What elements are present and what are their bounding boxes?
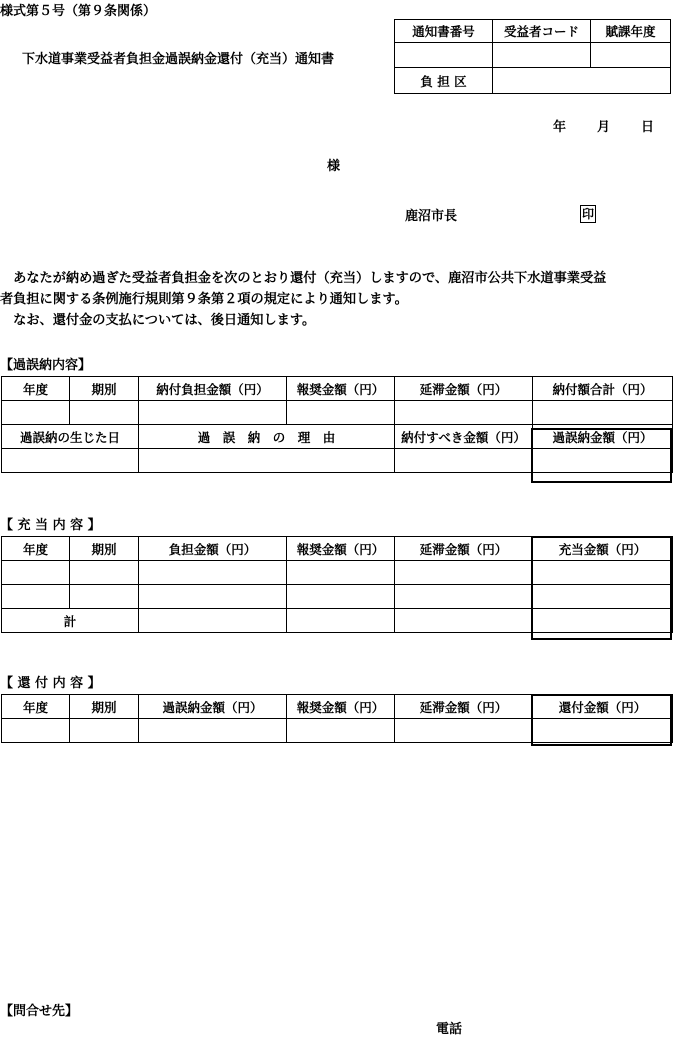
refund-header-period: 期別 [70, 695, 139, 719]
levy-year-cell [591, 43, 671, 68]
burden-area-label: 負 担 区 [395, 68, 493, 94]
overpayment-header-late-fee: 延滞金額（円） [395, 377, 533, 401]
refund-header-year: 年度 [2, 695, 70, 719]
beneficiary-code-cell [493, 43, 591, 68]
overpayment-header-due-amount: 納付すべき金額（円） [395, 425, 533, 449]
refund-header-refund-amount: 還付金額（円） [533, 695, 673, 719]
allocation-header-period: 期別 [70, 537, 139, 561]
allocation-section-title: 【 充 当 内 容 】 [0, 518, 101, 533]
allocation-header-allocated: 充当金額（円） [533, 537, 673, 561]
date-year: 年 [553, 120, 567, 135]
overpayment-table [1, 376, 673, 473]
refund-section-title: 【 還 付 内 容 】 [0, 676, 101, 691]
table-row [2, 585, 673, 609]
date-day: 日 [641, 120, 655, 135]
overpayment-header-year: 年度 [2, 377, 70, 401]
refund-header-overpaid: 過誤納金額（円） [139, 695, 287, 719]
contact-phone-label: 電話 [436, 1022, 463, 1037]
overpayment-header-period: 期別 [70, 377, 139, 401]
table-row [2, 561, 673, 585]
issuer-name: 鹿沼市長 [405, 209, 458, 224]
overpayment-header-paid-charge: 納付負担金額（円） [139, 377, 287, 401]
notice-number-cell [395, 43, 493, 68]
burden-area-cell [493, 68, 671, 94]
body-line-1: あなたが納め過ぎた受益者負担金を次のとおり還付（充当）しますので、鹿沼市公共下水道事業受益 [0, 271, 607, 286]
table-row [2, 609, 673, 633]
body-line-2: 者負担に関する条例施行規則第９条第２項の規定により通知します。 [0, 292, 408, 307]
notice-number-header: 通知書番号 [395, 20, 493, 43]
seal-icon: 印 [581, 207, 594, 221]
allocation-total-label: 計 [2, 609, 139, 633]
allocation-header-charge: 負担金額（円） [139, 537, 287, 561]
table-row [2, 719, 673, 743]
contact-title: 【問合せ先】 [0, 1004, 79, 1019]
overpayment-header-date: 過誤納の生じた日 [2, 425, 139, 449]
allocation-header-late-fee: 延滞金額（円） [395, 537, 533, 561]
levy-year-header: 賦課年度 [591, 20, 671, 43]
allocation-header-year: 年度 [2, 537, 70, 561]
refund-header-late-fee: 延滞金額（円） [395, 695, 533, 719]
notice-header-table [394, 19, 671, 94]
document-title: 下水道事業受益者負担金過誤納金還付（充当）通知書 [22, 52, 335, 67]
table-row [2, 449, 673, 473]
form-number: 様式第５号（第９条関係） [0, 4, 157, 19]
body-line-3: なお、還付金の支払については、後日通知します。 [0, 313, 316, 328]
overpayment-header-reward: 報奨金額（円） [287, 377, 395, 401]
allocation-table [1, 536, 673, 633]
overpayment-header-overpaid-amount: 過誤納金額（円） [533, 425, 673, 449]
addressee-suffix: 様 [327, 159, 341, 174]
overpayment-header-reason: 過 誤 納 の 理 由 [139, 425, 395, 449]
notice-body [0, 268, 673, 331]
seal-mark [580, 205, 596, 223]
table-row [2, 401, 673, 425]
refund-header-reward: 報奨金額（円） [287, 695, 395, 719]
refund-table [1, 694, 673, 743]
overpayment-section-title: 【過誤納内容】 [0, 358, 92, 373]
overpayment-header-paid-total: 納付額合計（円） [533, 377, 673, 401]
allocation-header-reward: 報奨金額（円） [287, 537, 395, 561]
beneficiary-code-header: 受益者コード [493, 20, 591, 43]
date-month: 月 [597, 120, 611, 135]
